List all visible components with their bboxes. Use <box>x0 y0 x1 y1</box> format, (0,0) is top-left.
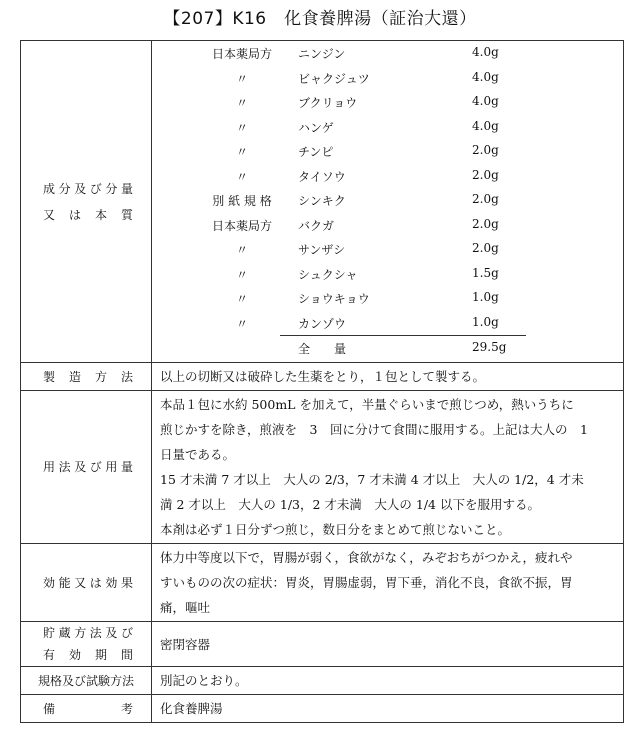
ingredient-standard: 〃 <box>235 316 248 331</box>
ingredient-standard: 〃 <box>235 71 248 86</box>
label-char: 効 <box>43 575 56 590</box>
monograph-table <box>20 40 624 723</box>
usage-line: 本品１包に水約 500mL を加えて，半量ぐらいまで煎じつめ，熱いうちに <box>160 397 574 412</box>
ingredient-row <box>152 237 623 262</box>
ingredients-row <box>21 41 624 363</box>
label-char: 製 <box>43 369 56 384</box>
label-char: 又 <box>74 575 87 590</box>
label-char: 期 <box>94 648 107 662</box>
ingredient-name: ショウキョウ <box>298 292 370 306</box>
ingredient-amount: 1.0g <box>472 290 499 304</box>
ingredient-name: サンザシ <box>298 243 346 257</box>
label-char: 方 <box>94 369 107 384</box>
ingredient-name: シュクシャ <box>298 267 358 282</box>
usage-line: 15 才未満 7 才以上 大人の 2/3，7 才未満 4 才以上 大人の 1/2，4 才未 <box>160 472 584 487</box>
effects-label <box>21 544 152 622</box>
remarks-label <box>21 695 152 723</box>
ingredient-row <box>152 262 623 287</box>
ingredient-amount: 2.0g <box>472 241 499 255</box>
ingredient-row <box>152 90 623 115</box>
effects-row <box>21 544 624 622</box>
label-line <box>43 644 133 666</box>
ingredient-standard: 〃 <box>235 292 248 306</box>
ingredient-standard: 〃 <box>235 169 248 184</box>
label-char: び <box>89 181 102 196</box>
label-char: 備 <box>43 701 56 716</box>
label-char: 蔵 <box>58 626 71 640</box>
label-char: 有 <box>43 648 56 662</box>
ingredient-amount: 4.0g <box>472 69 499 84</box>
label-char: 考 <box>120 701 133 716</box>
label-char: び <box>89 460 102 474</box>
ingredient-amount: 4.0g <box>472 118 499 133</box>
label-char: 用 <box>105 460 118 474</box>
label-char: 用 <box>43 460 56 474</box>
ingredient-standard: 〃 <box>235 120 248 135</box>
ingredient-name: タイソウ <box>298 169 346 184</box>
total-row <box>152 335 623 362</box>
ingredient-amount: 4.0g <box>472 94 499 108</box>
ingredient-name: カンゾウ <box>298 316 347 331</box>
manufacturing-label <box>21 363 152 391</box>
ingredient-row <box>152 188 623 213</box>
label-line <box>43 622 133 644</box>
usage-line: 煎じかすを除き，煎液を 3 回に分けて食間に服用する。上記は大人の 1 <box>160 422 588 437</box>
label-char: 法 <box>89 626 102 640</box>
effects-text <box>152 544 624 622</box>
label-char: 及 <box>74 181 87 196</box>
ingredient-row <box>152 41 623 66</box>
ingredient-standard: 〃 <box>235 145 248 159</box>
usage-label <box>21 391 152 544</box>
ingredients-label <box>21 41 152 363</box>
usage-line: 本剤は必ず１日分ずつ煎じ，数日分をまとめて煎じないこと。 <box>160 522 511 537</box>
label-char: 効 <box>105 575 118 590</box>
ingredient-amount: 2.0g <box>472 143 499 157</box>
label-char: 法 <box>58 460 71 474</box>
usage-line: 満 2 才以上 大人の 1/3，2 才未満 大人の 1/4 以下を服用する。 <box>160 497 540 512</box>
label-char: は <box>68 207 81 222</box>
storage-row <box>21 622 624 667</box>
label-char: 量 <box>120 460 133 474</box>
ingredient-amount: 2.0g <box>472 216 499 231</box>
remarks-row <box>21 695 624 723</box>
ingredient-row <box>152 139 623 164</box>
label-char: 法 <box>120 369 133 384</box>
tests-row <box>21 667 624 695</box>
ingredient-amount: 1.5g <box>472 265 499 280</box>
ingredient-standard: 日本薬局方 <box>211 47 272 61</box>
usage-text <box>152 391 624 544</box>
label-char: 効 <box>68 648 81 662</box>
label-char: は <box>89 575 102 590</box>
usage-row <box>21 391 624 544</box>
label-char: 造 <box>68 369 81 384</box>
label-char: 間 <box>120 648 133 662</box>
ingredient-name: ハンゲ <box>298 120 334 135</box>
ingredient-name: ニンジン <box>298 47 346 61</box>
label-char: 量 <box>120 181 133 196</box>
label-line <box>43 176 133 202</box>
tests-label: 規格及び試験方法 <box>21 667 152 695</box>
label-char: 及 <box>105 626 118 640</box>
page-title: 【207】K16 化食養脾湯（証治大還） <box>163 9 477 29</box>
label-char: 貯 <box>43 626 56 640</box>
total-label: 全 量 <box>298 342 347 356</box>
label-char: 方 <box>74 626 87 640</box>
ingredient-amount: 2.0g <box>472 192 499 206</box>
ingredient-name: チンピ <box>298 145 334 159</box>
storage-label <box>21 622 152 667</box>
ingredient-amount: 1.0g <box>472 314 499 329</box>
ingredient-name: ブクリョウ <box>298 96 358 110</box>
ingredient-amount: 2.0g <box>472 167 499 182</box>
ingredient-name: シンキク <box>298 194 346 208</box>
ingredient-row <box>152 164 623 189</box>
ingredient-row <box>152 286 623 311</box>
ingredient-row <box>152 66 623 91</box>
effects-line: 痛，嘔吐 <box>160 600 211 615</box>
label-char: 能 <box>58 575 71 590</box>
label-char: 果 <box>120 575 133 590</box>
ingredient-amount: 4.0g <box>472 45 499 59</box>
manufacturing-row <box>21 363 624 391</box>
label-char: 質 <box>120 207 133 222</box>
label-char: び <box>120 626 133 640</box>
label-char: 成 <box>43 181 56 196</box>
storage-text: 密閉容器 <box>152 622 624 667</box>
ingredient-standard: 日本薬局方 <box>211 218 272 233</box>
ingredient-standard: 〃 <box>235 243 248 257</box>
ingredient-row <box>152 115 623 140</box>
label-char: 分 <box>58 181 71 196</box>
label-char: 本 <box>94 207 107 222</box>
effects-line: 体力中等度以下で，胃腸が弱く，食欲がなく，みぞおちがつかえ，疲れや <box>160 550 573 565</box>
usage-line: 日量である。 <box>160 447 236 462</box>
label-line <box>43 202 133 228</box>
ingredient-row <box>152 311 623 336</box>
ingredient-standard: 別 紙 規 格 <box>212 194 272 208</box>
ingredient-standard: 〃 <box>235 96 248 110</box>
ingredients-list <box>152 41 624 363</box>
tests-text: 別記のとおり。 <box>152 667 624 695</box>
effects-line: すいものの次の症状：胃炎，胃腸虚弱，胃下垂，消化不良，食欲不振，胃 <box>160 575 573 590</box>
remarks-text: 化食養脾湯 <box>152 695 624 723</box>
ingredient-name: ビャクジュツ <box>298 71 370 86</box>
manufacturing-text: 以上の切断又は破砕した生薬をとり，１包として製する。 <box>152 363 624 391</box>
label-char: 分 <box>105 181 118 196</box>
ingredient-row <box>152 213 623 238</box>
label-char: 及 <box>74 460 87 474</box>
ingredient-standard: 〃 <box>235 267 248 282</box>
ingredient-name: バクガ <box>298 218 335 233</box>
label-char: 又 <box>43 207 56 222</box>
total-amount: 29.5g <box>472 340 507 354</box>
